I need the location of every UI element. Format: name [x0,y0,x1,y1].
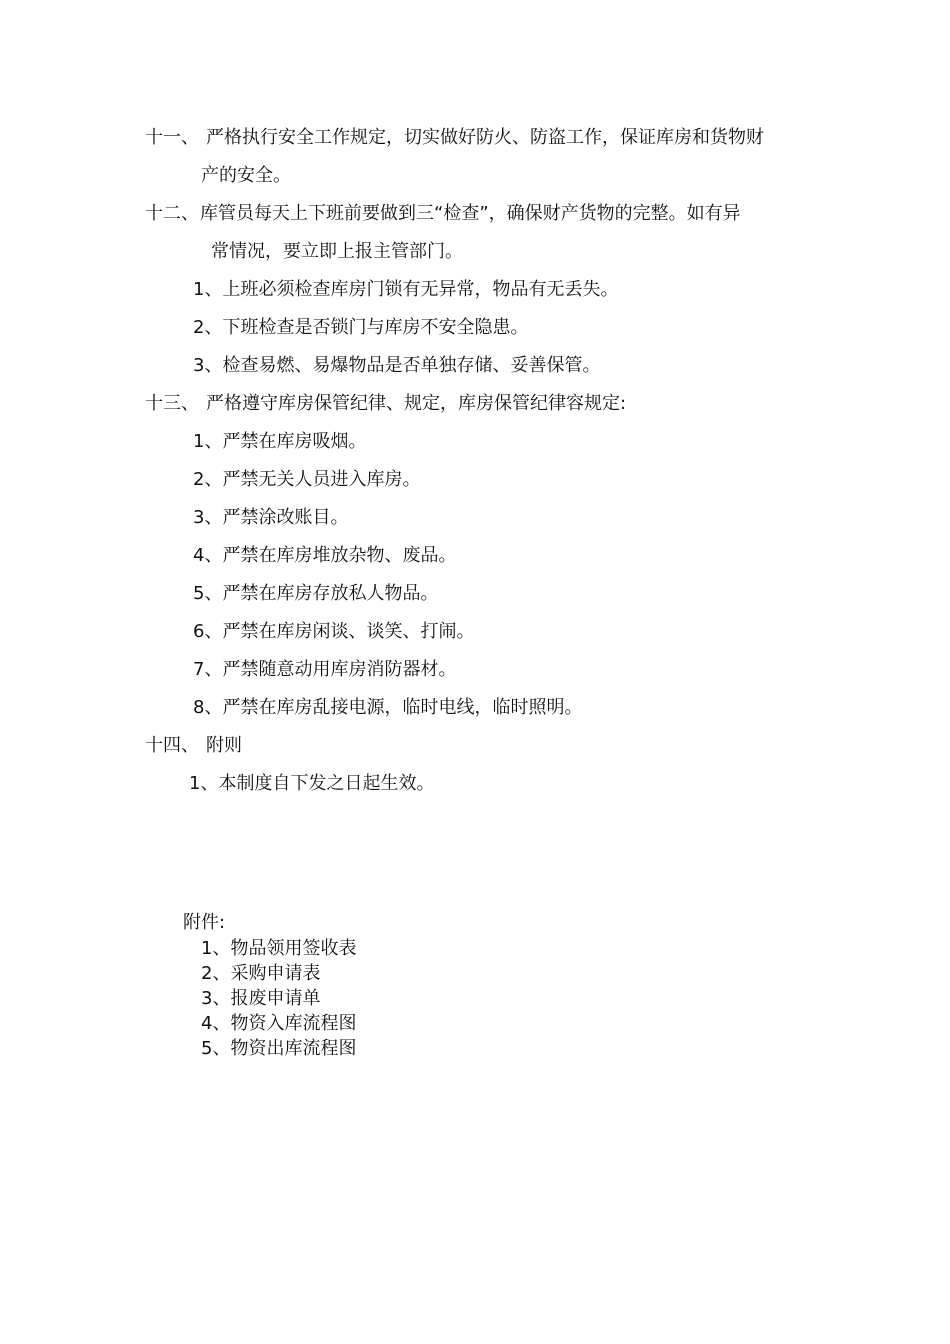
attachment-item: 5、物资出库流程图 [201,1038,357,1059]
section-12-continuation: 常情况，要立即上报主管部门。 [211,241,463,262]
section-13-item: 5、严禁在库房存放私人物品。 [193,583,439,604]
attachment-item: 3、报废申请单 [201,988,321,1009]
section-11-continuation: 产的安全。 [201,165,291,186]
section-13-item: 3、严禁涂改账目。 [193,507,349,528]
attachment-item: 1、物品领用签收表 [201,938,357,959]
section-14-heading [145,734,242,758]
section-12-item: 1、上班必须检查库房门锁有无异常，物品有无丢失。 [193,279,619,300]
section-14-item: 1、本制度自下发之日起生效。 [189,773,435,794]
section-11-heading [145,126,764,150]
section-14-number: 十四、 [145,735,199,756]
section-12-text: 库管员每天上下班前要做到三“检查”，确保财产货物的完整。如有异 [200,203,741,224]
section-13-number: 十三、 [145,393,199,414]
section-13-item: 2、严禁无关人员进入库房。 [193,469,421,490]
section-13-item: 1、严禁在库房吸烟。 [193,431,367,452]
section-11-text: 严格执行安全工作规定，切实做好防火、防盗工作，保证库房和货物财 [206,127,764,148]
section-12-heading [145,202,741,226]
section-14-text: 附则 [206,735,242,756]
section-12-item: 2、下班检查是否锁门与库房不安全隐患。 [193,317,529,338]
attachment-item: 2、采购申请表 [201,963,321,984]
attachments-title: 附件: [183,912,226,933]
section-13-item: 8、严禁在库房乱接电源，临时电线，临时照明。 [193,697,583,718]
section-13-item: 4、严禁在库房堆放杂物、废品。 [193,545,457,566]
attachment-item: 4、物资入库流程图 [201,1013,357,1034]
section-13-text: 严格遵守库房保管纪律、规定，库房保管纪律容规定: [206,393,627,414]
section-13-item: 6、严禁在库房闲谈、谈笑、打闹。 [193,621,475,642]
section-13-item: 7、严禁随意动用库房消防器材。 [193,659,457,680]
section-12-item: 3、检查易燃、易爆物品是否单独存储、妥善保管。 [193,355,601,376]
section-12-number: 十二、 [145,203,199,224]
section-13-heading [145,392,626,416]
section-11-number: 十一、 [145,127,199,148]
